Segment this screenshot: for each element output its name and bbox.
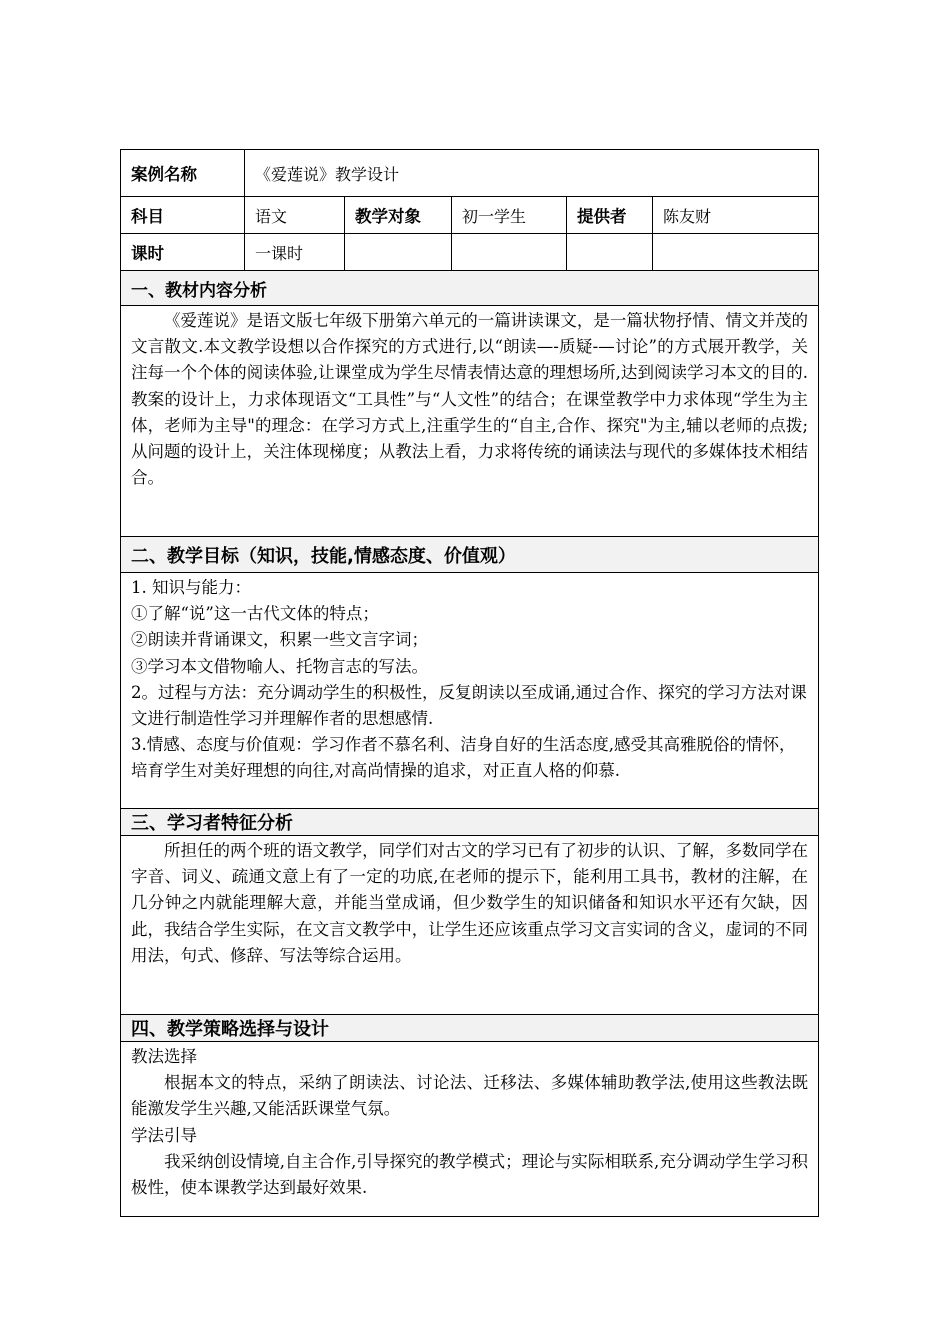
case-name-label: 案例名称 [121,150,245,197]
audience-value: 初一学生 [452,197,567,234]
subject-label: 科目 [121,197,245,234]
objective-item-2: ②朗读并背诵课文，积累一些文言字词； [131,630,428,650]
lesson-plan-page [120,149,818,1217]
objective-item-1: ①了解“说”这一古代文体的特点； [131,604,379,624]
provider-value: 陈友财 [653,197,819,234]
section1-text: 《爱莲说》是语文版七年级下册第六单元的一篇讲读课文，是一篇状物抒情、情文并茂的文言散文.本文教学设想以合作探究的方式进行,以“朗读—-质疑-—讨论”的方式展开教学，关注每一个个体的阅读体验,让课堂成为学生尽情表情达意的理想场所,达到阅读学习本文的目的.教案的设计上，力求体现语文“工具性”与“人文性”的结合；在课堂教学中力求体现“学生为主体，老师为主导"的理念：在学习方式上,注重学生的“自主,合作、探究"为主,辅以老师的点拨;从问题的设计上，关注体现梯度；从教法上看，力求将传统的诵读法与现代的多媒体技术相结合。 [131,311,809,488]
empty-cell [345,234,452,271]
section2-body-row [121,573,819,809]
learning-method-text: 我采纳创设情境,自主合作,引导探究的教学模式；理论与实际相联系,充分调动学生学习积极性，使本课教学达到最好效果. [131,1151,809,1198]
section4-header-row [121,1015,819,1042]
case-name-row [121,150,819,197]
section3-title: 三、学习者特征分析 [121,809,819,836]
teaching-method-text: 根据本文的特点，采纳了朗读法、讨论法、迁移法、多媒体辅助教学法,使用这些教法既能激发学生兴趣,又能活跃课堂气氛。 [131,1073,809,1119]
section1-body [121,306,819,537]
section2-title: 二、教学目标（知识，技能,情感态度、价值观） [121,537,819,573]
audience-label: 教学对象 [345,197,452,234]
objective-item-3: ③学习本文借物喻人、托物言志的写法。 [131,656,428,676]
learning-method-heading: 学法引导 [131,1125,197,1145]
empty-cell [452,234,567,271]
section4-title: 四、教学策略选择与设计 [121,1015,819,1042]
objective-knowledge: 1. 知识与能力： [131,578,251,597]
empty-cell [567,234,653,271]
section2-header-row [121,537,819,573]
subject-value: 语文 [245,197,345,234]
teaching-method-heading: 教法选择 [131,1047,197,1066]
section1-body-row [121,306,819,537]
objective-emotion: 3.情感、态度与价值观：学习作者不慕名利、洁身自好的生活态度,感受其高雅脱俗的情怀，培育学生对美好理想的向往,对高尚情操的追求，对正直人格的仰慕. [131,735,796,781]
section3-text: 所担任的两个班的语文教学，同学们对古文的学习已有了初步的认识、了解，多数同学在字音、词义、疏通文意上有了一定的功底,在老师的提示下，能利用工具书，教材的注解，在几分钟之内就能理解大意，并能当堂成诵，但少数学生的知识储备和知识水平还有欠缺，因此，我结合学生实际，在文言文教学中，让学生还应该重点学习文言实词的含义，虚词的不同用法，句式、修辞、写法等综合运用。 [131,841,809,965]
section2-body [121,573,819,809]
period-value: 一课时 [245,234,345,271]
period-row [121,234,819,271]
section4-body [121,1042,819,1217]
objective-process: 2。过程与方法：充分调动学生的积极性，反复朗读以至成诵,通过合作、探究的学习方法对课文进行制造性学习并理解作者的思想感情. [131,682,807,729]
section3-header-row [121,809,819,836]
lesson-plan-table [120,149,819,1217]
case-name-value: 《爱莲说》教学设计 [245,150,819,197]
period-label: 课时 [121,234,245,271]
section1-header-row [121,271,819,306]
section3-body-row [121,836,819,1015]
subject-row [121,197,819,234]
section1-title: 一、教材内容分析 [121,271,819,306]
provider-label: 提供者 [567,197,653,234]
section4-body-row [121,1042,819,1217]
section3-body [121,836,819,1015]
empty-cell [653,234,819,271]
